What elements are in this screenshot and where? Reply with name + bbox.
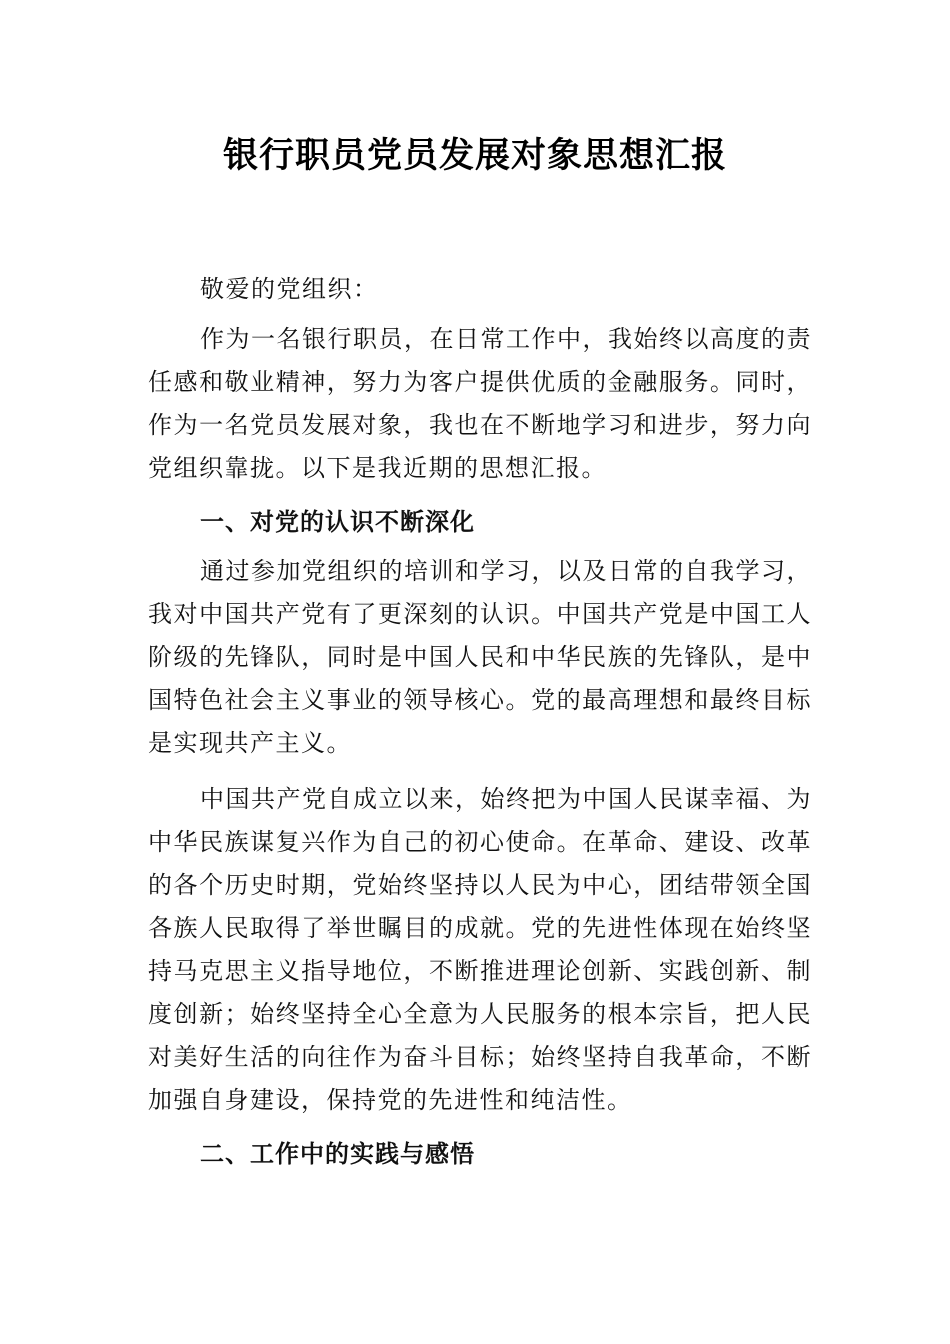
section-2-heading: 二、工作中的实践与感悟 <box>200 1140 475 1168</box>
section-1-paragraph-1: 通过参加党组织的培训和学习，以及日常的自我学习，我对中国共产党有了更深刻的认识。中国共产党是中国工人阶级的先锋队，同时是中国人民和中华民族的先锋队，是中国特色社会主义事业的领导核心。党的最高理想和最终目标是实现共产主义。 <box>148 557 812 757</box>
intro-paragraph: 作为一名银行职员，在日常工作中，我始终以高度的责任感和敬业精神，努力为客户提供优质的金融服务。同时，作为一名党员发展对象，我也在不断地学习和进步，努力向党组织靠拢。以下是我近期的思想汇报。 <box>148 325 812 482</box>
section-1-paragraph-2: 中国共产党自成立以来，始终把为中国人民谋幸福、为中华民族谋复兴作为自己的初心使命。在革命、建设、改革的各个历史时期，党始终坚持以人民为中心，团结带领全国各族人民取得了举世瞩目的成就。党的先进性体现在始终坚持马克思主义指导地位，不断推进理论创新、实践创新、制度创新；始终坚持全心全意为人民服务的根本宗旨，把人民对美好生活的向往作为奋斗目标；始终坚持自我革命，不断加强自身建设，保持党的先进性和纯洁性。 <box>148 785 812 1114</box>
document-title: 银行职员党员发展对象思想汇报 <box>222 136 727 176</box>
section-1-heading: 一、对党的认识不断深化 <box>200 508 475 536</box>
salutation: 敬爱的党组织： <box>200 275 379 303</box>
